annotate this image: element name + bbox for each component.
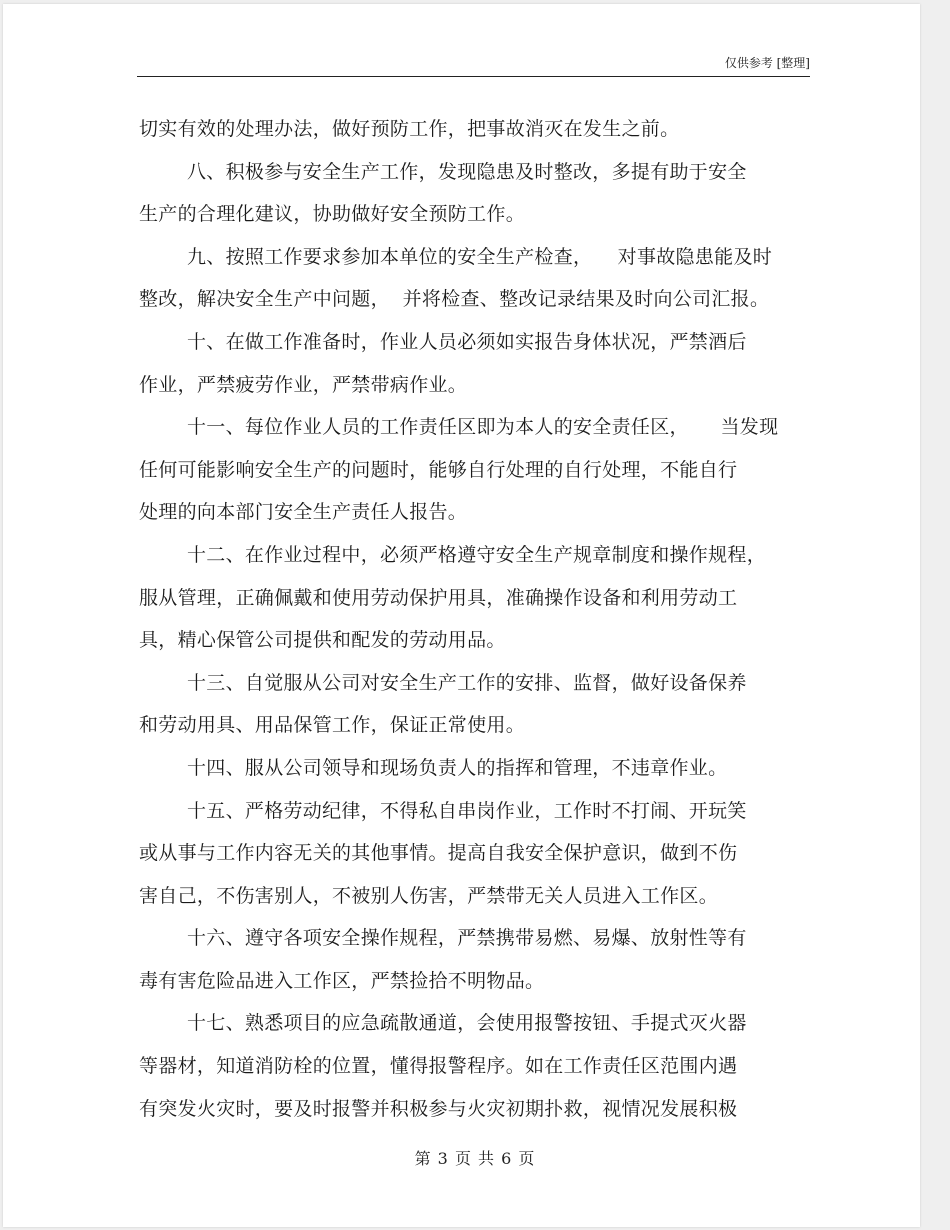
text-line: 切实有效的处理办法，做好预防工作，把事故消灭在发生之前。 bbox=[139, 118, 680, 140]
text-line: 服从管理，正确佩戴和使用劳动保护用具，准确操作设备和利用劳动工 bbox=[139, 586, 738, 609]
text-line: 十、在做工作准备时，作业人员必须如实报告身体状况，严禁酒后 bbox=[187, 330, 747, 353]
text-line: 十四、服从公司领导和现场负责人的指挥和管理，不违章作业。 bbox=[187, 756, 728, 779]
text-line: 十六、遵守各项安全操作规程，严禁携带易燃、易爆、放射性等有 bbox=[187, 927, 747, 950]
text-line: 整改，解决安全生产中问题， 并将检查、整改记录结果及时向公司汇报。 bbox=[139, 288, 770, 311]
text-line: 具，精心保管公司提供和配发的劳动用品。 bbox=[139, 629, 506, 652]
text-line: 作业，严禁疲劳作业，严禁带病作业。 bbox=[139, 373, 468, 396]
text-line: 十七、熟悉项目的应急疏散通道，会使用报警按钮、手提式灭火器 bbox=[187, 1012, 747, 1035]
text-line: 和劳动用具、用品保管工作，保证正常使用。 bbox=[139, 714, 526, 737]
text-line: 生产的合理化建议，协助做好安全预防工作。 bbox=[139, 203, 526, 226]
text-line: 十一、每位作业人员的工作责任区即为本人的安全责任区， 当发现 bbox=[187, 416, 779, 439]
page-footer: 第 3 页 共 6 页 bbox=[414, 1149, 536, 1168]
text-line: 毒有害危险品进入工作区，严禁捡拾不明物品。 bbox=[139, 969, 545, 992]
text-line: 十五、严格劳动纪律，不得私自串岗作业，工作时不打闹、开玩笑 bbox=[187, 799, 747, 822]
text-line: 或从事与工作内容无关的其他事情。提高自我安全保护意识，做到不伤 bbox=[139, 842, 738, 865]
text-line: 十三、自觉服从公司对安全生产工作的安排、监督，做好设备保养 bbox=[187, 671, 747, 694]
text-line: 八、积极参与安全生产工作，发现隐患及时整改，多提有助于安全 bbox=[187, 160, 747, 183]
text-line: 等器材，知道消防栓的位置，懂得报警程序。如在工作责任区范围内遇 bbox=[139, 1055, 738, 1078]
text-line: 九、按照工作要求参加本单位的安全生产检查， 对事故隐患能及时 bbox=[187, 245, 773, 268]
text-line: 害自己，不伤害别人，不被别人伤害，严禁带无关人员进入工作区。 bbox=[139, 884, 719, 907]
text-line: 有突发火灾时，要及时报警并积极参与火灾初期扑救，视情况发展积极 bbox=[139, 1097, 738, 1120]
page-header: 仅供参考 [整理] bbox=[137, 50, 810, 77]
text-line: 处理的向本部门安全生产责任人报告。 bbox=[139, 501, 468, 524]
text-line: 十二、在作业过程中，必须严格遵守安全生产规章制度和操作规程， bbox=[187, 543, 767, 566]
document-body bbox=[139, 108, 819, 1130]
text-line: 任何可能影响安全生产的问题时，能够自行处理的自行处理，不能自行 bbox=[139, 458, 738, 481]
